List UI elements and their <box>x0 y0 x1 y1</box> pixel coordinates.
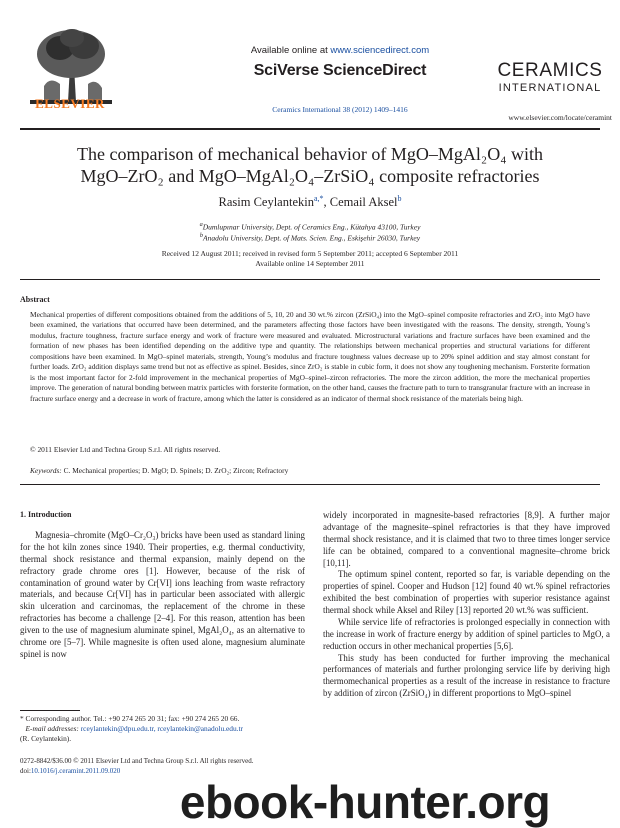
doi-line <box>20 767 320 777</box>
issn-line: 0272-8842/$36.00 © 2011 Elsevier Ltd and Techna Group S.r.l. All rights reserved. <box>20 757 254 765</box>
title-line-1: The comparison of mechanical behavior of MgO–MgAl₂O₄ with <box>77 144 543 164</box>
intro-paragraph-3: While service life of refractories is prolonged especially in connection with the increase in work of fracture energy by addition of spinel particles to MgO, a reduction occurs in other mechanical properties [5,6]. <box>323 616 610 651</box>
received-dates: Received 12 August 2011; received in revised form 5 September 2011; accepted 6 September 2011 <box>161 249 459 258</box>
intro-paragraph-4: This study has been conducted for further improving the mechanical performances of materials and further prolonging service life by deriving high thermomechanical properties as a result of the increase in resistance to fracture by addition of zircon (ZrSiO₄) in different proportions to MgO–spinel <box>323 652 610 699</box>
author-1-marks[interactable]: a,* <box>313 194 324 203</box>
affiliation-b-mark: b <box>199 232 204 239</box>
sciencedirect-link[interactable]: www.sciencedirect.com <box>330 45 430 56</box>
online-date: Available online 14 September 2011 <box>255 259 365 268</box>
footnote-divider <box>20 710 80 711</box>
publisher-logo-text: ELSEVIER <box>35 96 105 111</box>
watermark-text: ebook-hunter.org <box>179 776 551 828</box>
author-list <box>80 194 540 210</box>
introduction-heading: 1. Introduction <box>20 510 72 519</box>
left-column <box>20 530 305 661</box>
author-name-note: (R. Ceylantekin). <box>20 734 72 744</box>
doi-label: doi: <box>20 766 31 775</box>
doi-link[interactable]: 10.1016/j.ceramint.2011.09.020 <box>30 766 121 775</box>
abstract-body: Mechanical properties of different compositions obtained from the additions of 5, 10, 20 and 30 wt.% zircon (ZrSiO₄) into the MgO–spinel composite refractories and ZrO₂ into MgO have been examined, the variations that occurred have been determined, and the parameters affecting those factors have been investigated with the reasons. The density, strength, Young’s modulus, fracture toughness, fracture surface energy and work of fracture were measured and evaluated. Microstructural variations and fracture surfaces have been examined and the formation of new phases has been identified depending on the additive type and quantity. The relationships between mechanical properties and structural variations for different compositions have been examined. In MgO–spinel materials, strength, Young’s modulus and fracture toughness values decrease up to 20% spinel addition and stay almost constant for further loads. ZrO₂ addition displays same trend but not as effective as spinel. Besides, since ZrO₂ is stable in cubic form, it does not show any toughening mechanism. Forsterite formation is the most important factor for 2-fold improvement in the mechanical properties of MgO–spinel–zircon refractories. The more the zircon addition, the more the mechanical properties improve. The generation of natural bonding between matrix particles with forsterite formation, on the other hand, causes the fracture path to turn to transgranular fracture with an increase in fracture surface energy and a decrease in work of fracture, among which the latter is considered as an indicator of thermal shock resistance of the materials being high. <box>30 310 590 403</box>
intro-paragraph-1: Magnesia–chromite (MgO–Cr₂O₃) bricks have been used as standard lining for the hot kiln zones since 1940. Their properties, e.g. thermal conductivity, thermal shock resistance and thermal expansion, mainly depend on the refractory grade chrome ores [1]. However, because of the risk of contamination of ground water by Cr[VI] ions leaching from waste refractory materials, and because Cr[VI] has in particular been associated with allergic skin ulceration and carcinomas, the replacement of the chrome in these refractories has become a challenge [2–4]. For this reason, attention has been given to the use of magnesium aluminate spinel, MgAl₂O₄, as an alternative to chrome ore [5–7]. While magnesite is often used alone, magnesium aluminate spinel is now <box>20 530 305 659</box>
abstract-heading: Abstract <box>20 295 50 304</box>
corresponding-author-footnote <box>20 714 310 745</box>
intro-paragraph-continued: widely incorporated in magnesite-based refractories [8,9]. A further major advantage of the magnesite–spinel refractories is that they have improved thermal shock resistance, and it is claimed that two to three times longer service life can be obtained, compared to a conventional magnesite–chrome brick [10,11]. <box>323 510 610 568</box>
affiliation-a-text: Dumlupınar University, Dept. of Ceramics Eng., Kütahya 43100, Turkey <box>202 222 421 232</box>
abstract-copyright: © 2011 Elsevier Ltd and Techna Group S.r.l. All rights reserved. <box>30 445 221 454</box>
journal-url-link[interactable]: www.elsevier.com/locate/ceramint <box>508 113 612 122</box>
header-divider <box>20 128 600 130</box>
affiliation-a <box>80 221 540 232</box>
keywords-line <box>30 466 590 475</box>
author-2: Cemail Aksel <box>329 195 398 210</box>
journal-name-line1: CERAMICS <box>497 60 603 81</box>
email-line <box>20 724 310 734</box>
available-online-line <box>200 45 480 56</box>
corresponding-line: * Corresponding author. Tel.: +90 274 265 20 31; fax: +90 274 265 20 66. <box>20 714 240 723</box>
article-title <box>40 143 580 187</box>
keywords-label: Keywords: <box>30 466 62 475</box>
journal-citation[interactable]: Ceramics International 38 (2012) 1409–1416 <box>272 105 408 114</box>
title-line-2: MgO–ZrO₂ and MgO–MgAl₂O₄–ZrSiO₄ composite refractories <box>80 166 540 186</box>
issn-block <box>20 757 320 776</box>
right-column <box>323 510 610 700</box>
abstract-divider <box>20 484 600 485</box>
email-links[interactable]: rceylantekin@dpu.edu.tr, rceylantekin@anadolu.edu.tr <box>80 724 244 734</box>
author-1: Rasim Ceylantekin <box>218 195 314 210</box>
keywords-list: C. Mechanical properties; D. MgO; D. Spinels; D. ZrO₂; Zircon; Refractory <box>63 466 289 475</box>
affiliation-b-text: Anadolu University, Dept. of Mats. Scien. Eng., Eskişehir 26030, Turkey <box>203 233 421 243</box>
email-label: E-mail addresses: <box>25 724 79 734</box>
author-2-marks[interactable]: b <box>397 194 402 203</box>
title-divider <box>20 279 600 280</box>
affiliation-b <box>80 232 540 243</box>
platform-name: SciVerse ScienceDirect <box>253 62 427 79</box>
intro-paragraph-2: The optimum spinel content, reported so far, is variable depending on the properties of spinel. Cooper and Hudson [12] found 40 wt.% spinel refractories exhibited the best combination of properties with superior resistance against thermal shock while Aksel and Riley [13] reported 20 wt.% was sufficient. <box>323 569 610 615</box>
journal-name-line2: INTERNATIONAL <box>498 82 602 94</box>
author-separator: , <box>323 195 330 210</box>
available-prefix: Available online at <box>250 45 331 56</box>
affiliation-a-mark: a <box>199 221 203 228</box>
